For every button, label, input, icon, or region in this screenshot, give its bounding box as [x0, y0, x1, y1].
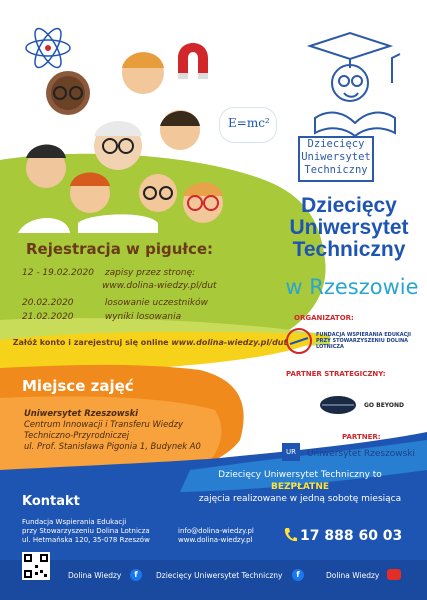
partner-logo-icon: UR [282, 443, 300, 461]
registration-url[interactable]: www.dolina-wiedzy.pl/dut [102, 281, 217, 291]
logo-text-box [298, 136, 374, 182]
free-classes-message [190, 469, 410, 505]
kid-faces [26, 52, 223, 223]
qr-code-icon[interactable] [22, 552, 50, 580]
formula-text: E=mc² [228, 116, 270, 130]
partner-label: PARTNER: [342, 433, 381, 441]
contact-line: Fundacja Wspierania Edukacji [22, 518, 127, 526]
registration-date: 12 - 19.02.2020 [22, 268, 94, 278]
message-part2: zajęcia realizowane w jedną sobotę miesiąca [198, 494, 402, 504]
place-title: Miejsce zajęć [22, 377, 134, 395]
contact-line: ul. Hetmańska 120, 35-078 Rzeszów [22, 536, 150, 544]
registration-desc: zapisy przez stronę: [104, 268, 196, 278]
registration-date: 20.02.2020 [22, 298, 74, 308]
contact-email[interactable]: info@dolina-wiedzy.pl [178, 527, 254, 535]
strategic-partner-logo-icon [318, 393, 358, 417]
logo-line-2: Uniwersytet [301, 151, 371, 163]
registration-row [22, 268, 195, 278]
contact-phone[interactable]: 17 888 60 03 [300, 528, 403, 544]
contact-website[interactable]: www.dolina-wiedzy.pl [178, 536, 253, 544]
strategic-partner-name: GO BEYOND [364, 402, 405, 409]
message-highlight: BEZPŁATNE [271, 482, 329, 492]
logo-line-1: Dziecięcy [307, 138, 365, 150]
account-url[interactable]: www.dolina-wiedzy.pl/dut [171, 338, 288, 347]
social-yt-text[interactable]: Dolina Wiedzy [326, 571, 380, 580]
main-title [274, 195, 424, 261]
title-line-3: Techniczny [292, 238, 406, 261]
strategic-partner-label: PARTNER STRATEGICZNY: [286, 370, 386, 378]
title-line-1: Dziecięcy [301, 194, 397, 217]
logo-line-3: Techniczny [304, 164, 368, 176]
social-fb-2-text[interactable]: Dziecięcy Uniwersytet Techniczny [156, 571, 283, 580]
registration-desc: losowanie uczestników [104, 298, 208, 308]
place-line: Centrum Innowacji i Transferu Wiedzy [24, 419, 183, 429]
contact-line: przy Stowarzyszeniu Dolina Lotnicza [22, 527, 150, 535]
contact-title: Kontakt [22, 494, 80, 509]
registration-desc: wyniki losowania [104, 312, 182, 322]
registration-row [22, 312, 181, 322]
registration-title: Rejestracja w pigułce: [26, 240, 214, 258]
partner-name: Uniwersytet Rzeszowski [307, 449, 416, 459]
title-line-2: Uniwersytet [289, 216, 409, 239]
organizer-name: FUNDACJA WSPIERANIA EDUKACJI PRZY STOWARZYSZENIU DOLINA LOTNICZA [316, 332, 412, 350]
atom-icon [26, 25, 70, 71]
account-line [0, 338, 300, 347]
facebook-icon[interactable]: f [292, 569, 304, 581]
organizer-logo-icon [284, 326, 314, 356]
organizer-label: ORGANIZATOR: [294, 314, 354, 322]
magnet-icon [178, 43, 208, 79]
youtube-icon[interactable] [387, 569, 401, 580]
place-line: ul. Prof. Stanisława Pigonia 1, Budynek A0 [24, 441, 201, 451]
facebook-icon[interactable]: f [130, 569, 142, 581]
registration-row [22, 298, 208, 308]
registration-date: 21.02.2020 [22, 312, 74, 322]
place-line: Techniczno-Przyrodniczej [24, 430, 130, 440]
phone-icon [283, 527, 297, 543]
social-fb-1-text[interactable]: Dolina Wiedzy [68, 571, 122, 580]
title-city: w Rzeszowie [285, 275, 419, 299]
account-prefix: Załóż konto i zarejestruj się online [12, 338, 169, 347]
place-line: Uniwersytet Rzeszowski [24, 408, 139, 418]
message-part1: Dziecięcy Uniwersytet Techniczny to [218, 470, 382, 480]
kids-illustration [8, 18, 240, 233]
